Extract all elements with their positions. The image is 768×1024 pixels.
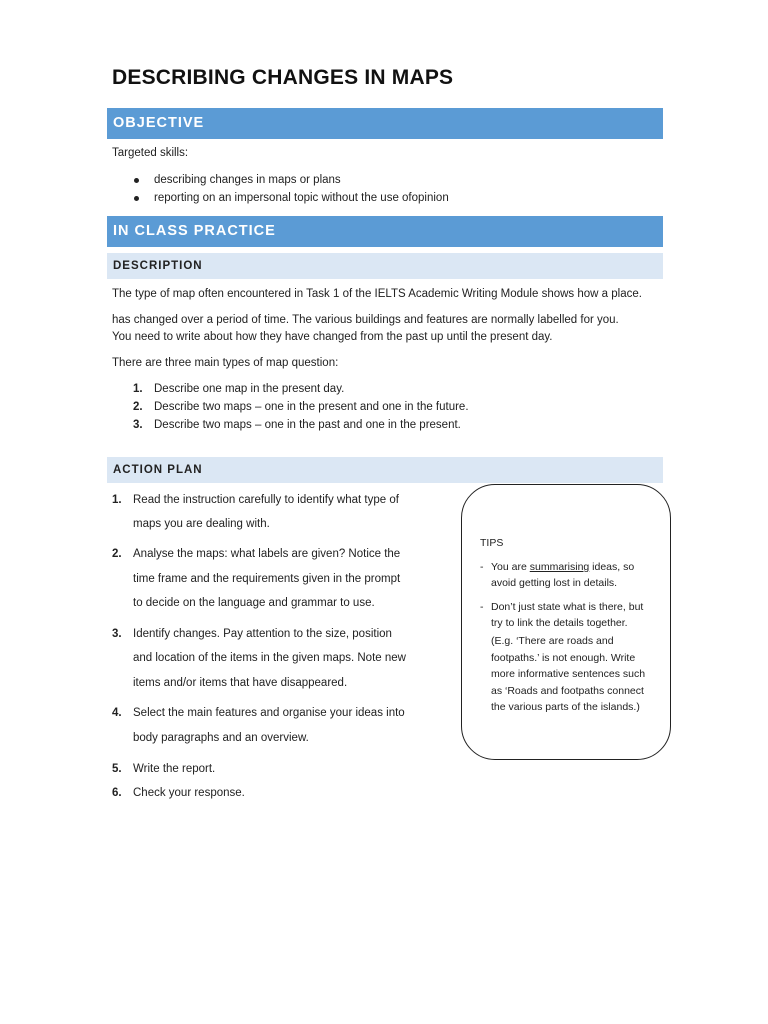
step-line: and location of the items in the given maps. Note new (133, 652, 406, 664)
tip-2-line: footpaths.’ is not enough. Write (491, 652, 636, 664)
bullet-icon (134, 196, 139, 201)
objective-intro: Targeted skills: (112, 147, 189, 159)
tip-2-line: as ‘Roads and footpaths connect (491, 685, 644, 697)
step-line: Select the main features and organise your ideas into (133, 707, 405, 719)
map-types-intro: There are three main types of map question: (112, 357, 339, 369)
step-line: to decide on the language and grammar to use. (133, 597, 375, 609)
step-line: Identify changes. Pay attention to the size, position (133, 628, 392, 640)
objective-heading-bar: OBJECTIVE (107, 108, 663, 139)
practice-heading-bar: IN CLASS PRACTICE (107, 216, 663, 247)
step-line: maps you are dealing with. (133, 518, 270, 530)
page-title: DESCRIBING CHANGES IN MAPS (112, 66, 454, 89)
tip-dash: - (480, 601, 484, 613)
step-line: Read the instruction carefully to identify what type of (133, 494, 399, 506)
step-number: 1. (112, 494, 122, 506)
bullet-icon (134, 178, 139, 183)
step-line: Check your response. (133, 787, 245, 799)
step-line: Write the report. (133, 763, 216, 775)
tip-dash: - (480, 561, 484, 573)
step-number: 5. (112, 763, 122, 775)
step-line: items and/or items that have disappeared. (133, 677, 348, 689)
tips-heading: TIPS (480, 537, 504, 549)
description-paragraph-2-line-2: You need to write about how they have changed from the past up until the present day. (112, 331, 553, 343)
step-number: 4. (112, 707, 122, 719)
step-number: 2. (112, 548, 122, 560)
map-type-number: 3. (133, 419, 143, 431)
step-line: body paragraphs and an overview. (133, 732, 309, 744)
description-paragraph-1: The type of map often encountered in Task 1 of the IELTS Academic Writing Module shows how a place. (112, 288, 642, 300)
tip-2-line: try to link the details together. (491, 617, 628, 629)
step-line: time frame and the requirements given in the prompt (133, 573, 401, 585)
tip-1-line-2: avoid getting lost in details. (491, 577, 618, 589)
tip-2-line: Don’t just state what is there, but (491, 601, 644, 613)
objective-bullet-1: describing changes in maps or plans (154, 174, 341, 186)
map-type-item: Describe two maps – one in the present and one in the future. (154, 401, 469, 413)
action-plan-heading-bar: ACTION PLAN (107, 457, 663, 483)
map-type-item: Describe two maps – one in the past and one in the present. (154, 419, 461, 431)
step-line: Analyse the maps: what labels are given? Notice the (133, 548, 401, 560)
tip-1-underlined-word: summarising (529, 561, 590, 573)
tip-1-text-end: ideas, so (589, 561, 635, 573)
tip-2-line: (E.g. ‘There are roads and (491, 635, 614, 647)
tip-1-text: You are (491, 561, 530, 573)
map-type-number: 2. (133, 401, 143, 413)
description-paragraph-2-line-1: has changed over a period of time. The various buildings and features are normally labelled for you. (112, 314, 619, 326)
objective-bullet-2: reporting on an impersonal topic without the use ofopinion (154, 192, 449, 204)
tip-2-line: more informative sentences such (491, 668, 646, 680)
description-heading-bar: DESCRIPTION (107, 253, 663, 279)
step-number: 6. (112, 787, 122, 799)
tip-1-line-1 (491, 561, 634, 573)
step-number: 3. (112, 628, 122, 640)
tip-2-line: the various parts of the islands.) (491, 701, 640, 713)
map-type-number: 1. (133, 383, 143, 395)
map-type-item: Describe one map in the present day. (154, 383, 345, 395)
